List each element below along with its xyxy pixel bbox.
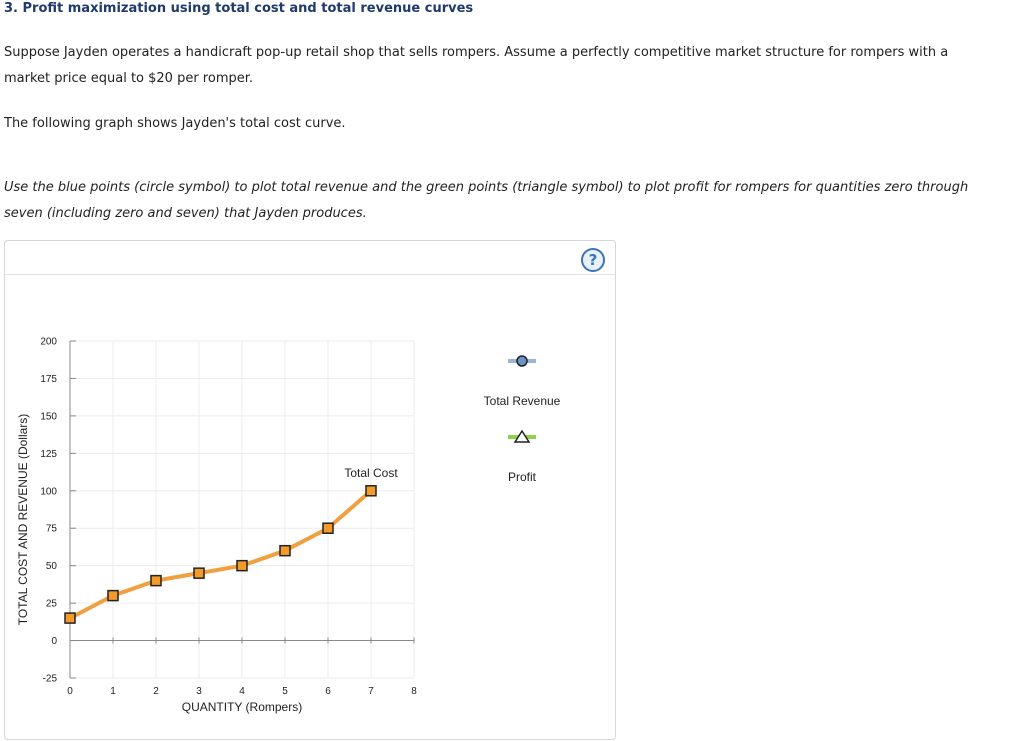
x-tick-label: 7 [368,686,374,697]
x-tick-label: 6 [325,686,331,697]
x-tick-label: 8 [411,686,417,697]
x-axis-title: QUANTITY (Rompers) [181,700,303,714]
series-label-total-cost: Total Cost [344,465,398,480]
x-tick-label: 1 [110,686,116,697]
y-tick-label: 0 [51,636,57,648]
legend-total-revenue[interactable] [484,356,561,408]
total-cost-point [366,486,376,496]
legend-profit[interactable] [508,431,537,484]
page-title: 3. Profit maximization using total cost and total revenue curves [4,1,474,16]
question-intro: Suppose Jayden operates a handicraft pop-up retail shop that sells rompers. Assume a perfectly competitive market structure for rompers with a market price equal to $20 per romper. [4,45,949,86]
total-cost-point [151,576,161,586]
chart-grid [70,341,414,678]
y-tick-label: 125 [40,448,57,460]
x-tick-label: 3 [196,686,202,697]
help-icon[interactable]: ? [581,248,605,272]
revenue-circle-icon[interactable] [517,356,527,366]
total-cost-point [280,546,290,556]
graph-intro: The following graph shows Jayden's total cost curve. [4,116,346,131]
x-tick-label: 4 [239,686,245,697]
total-cost-point [237,561,247,571]
graph-panel [4,240,616,740]
y-tick-label: 200 [40,336,57,348]
total-cost-point [194,568,204,578]
x-tick-label: 5 [282,686,288,697]
x-tick-label: 0 [67,686,73,697]
total-cost-point [323,523,333,533]
x-tick-label: 2 [153,686,159,697]
total-cost-point [65,613,75,623]
y-tick-label: 150 [40,411,57,423]
y-tick-label: 50 [45,561,57,573]
y-tick-label: -25 [42,673,57,685]
y-tick-label: 100 [40,486,57,498]
chart [5,241,617,741]
y-tick-label: 175 [40,373,57,385]
legend-label-profit: Profit [507,470,537,484]
y-axis-title: TOTAL COST AND REVENUE (Dollars) [16,413,30,626]
y-tick-label: 25 [45,598,57,610]
y-tick-label: 75 [45,523,57,535]
legend-label-total-revenue: Total Revenue [483,394,561,408]
chart-axes [40,337,417,698]
total-cost-series [65,486,376,623]
total-cost-point [108,591,118,601]
instructions: Use the blue points (circle symbol) to plot total revenue and the green points (triangle symbol) to plot profit for rompers for quantities zero through seven (including zero and seven) that Jayden produces. [4,180,969,221]
